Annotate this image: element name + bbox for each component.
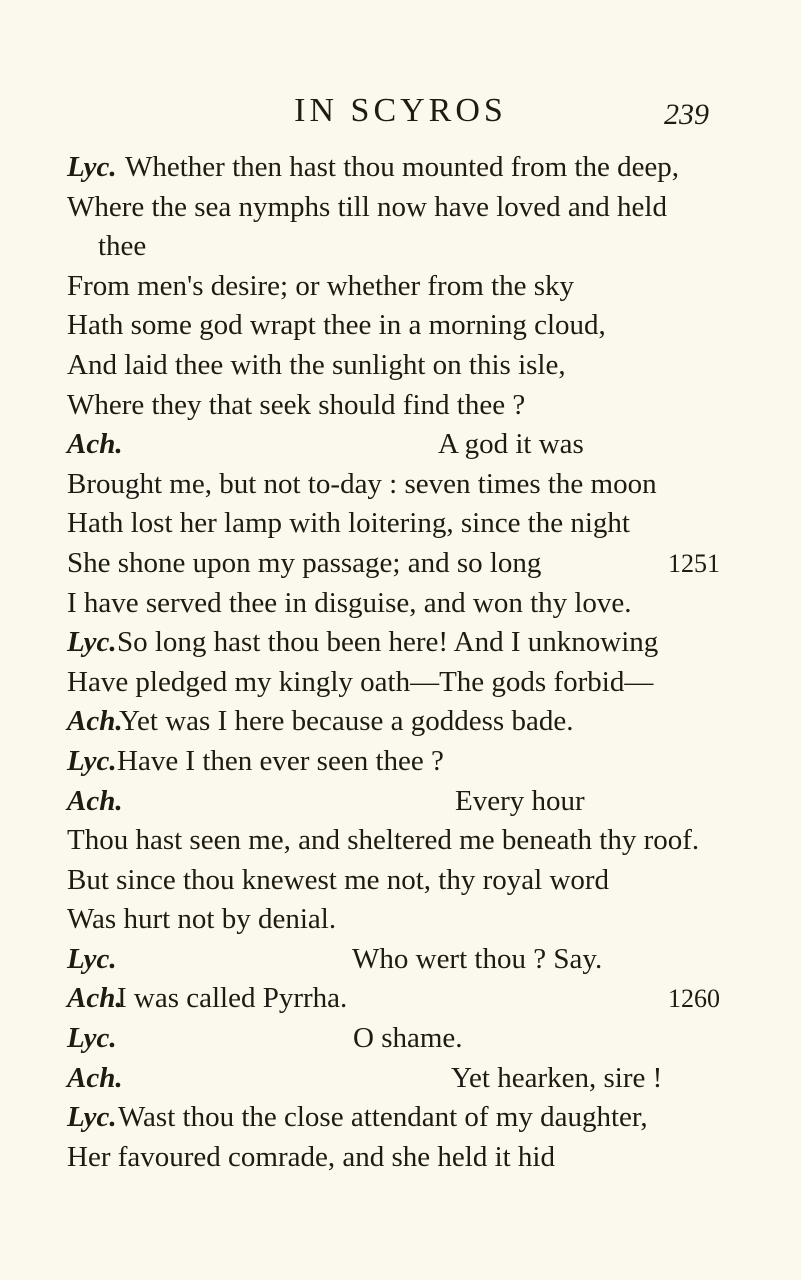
verse-line xyxy=(0,188,801,228)
line-text: She shone upon my passage; and so long xyxy=(67,546,542,579)
verse-line xyxy=(0,1059,801,1099)
verse-line xyxy=(0,900,801,940)
verse-line xyxy=(0,1019,801,1059)
line-text: A god it was xyxy=(438,428,584,461)
line-text: So long hast thou been here! And I unknowing xyxy=(117,626,659,659)
line-text: I was called Pyrrha. xyxy=(117,982,348,1015)
verse-line xyxy=(0,1098,801,1138)
verse-line xyxy=(0,1138,801,1178)
verse-line xyxy=(0,425,801,465)
line-text: And laid thee with the sunlight on this isle, xyxy=(67,348,566,381)
line-number: 1251 xyxy=(668,548,720,578)
verse-line xyxy=(0,148,801,188)
verse-line xyxy=(0,782,801,822)
verse-line xyxy=(0,623,801,663)
line-text: From men's desire; or whether from the sky xyxy=(67,269,574,302)
line-text: Every hour xyxy=(455,784,585,817)
line-text: Was hurt not by denial. xyxy=(67,903,337,936)
line-text: thee xyxy=(98,230,147,263)
line-text: Where the sea nymphs till now have loved and held xyxy=(67,190,667,223)
line-text: Who wert thou ? Say. xyxy=(352,942,603,975)
speaker-name: Lyc. xyxy=(67,1022,117,1055)
verse-line xyxy=(0,386,801,426)
verse-line xyxy=(0,861,801,901)
verse-line xyxy=(0,504,801,544)
verse-line xyxy=(0,465,801,505)
speaker-name: Ach. xyxy=(67,784,123,817)
verse-line xyxy=(0,663,801,703)
line-number: 1260 xyxy=(668,984,720,1014)
verse-line xyxy=(0,979,801,1019)
line-text: Hath lost her lamp with loitering, since the night xyxy=(67,507,630,540)
line-text: Thou hast seen me, and sheltered me beneath thy roof. xyxy=(67,824,700,857)
verse-line xyxy=(0,702,801,742)
line-text: O shame. xyxy=(353,1022,463,1055)
line-text: I have served thee in disguise, and won thy love. xyxy=(67,586,632,619)
line-text: Whether then hast thou mounted from the deep, xyxy=(125,151,680,183)
line-text: Where they that seek should find thee ? xyxy=(67,388,526,421)
speaker-name: Ach. xyxy=(67,705,123,738)
verse-line xyxy=(0,742,801,782)
speaker-name: Ach. xyxy=(67,982,123,1015)
verse-line xyxy=(0,306,801,346)
verse-line xyxy=(0,267,801,307)
speaker-name: Ach. xyxy=(67,428,123,461)
speaker-name: Lyc. xyxy=(67,744,117,777)
verse-line xyxy=(0,584,801,624)
line-text: Have I then ever seen thee ? xyxy=(117,744,444,777)
verse-line xyxy=(0,544,801,584)
running-head: IN SCYROS xyxy=(294,92,507,129)
line-text: Brought me, but not to-day : seven times the moon xyxy=(67,467,657,500)
line-text: Wast thou the close attendant of my daughter, xyxy=(118,1101,648,1134)
page-number: 239 xyxy=(664,98,709,131)
line-text: Yet was I here because a goddess bade. xyxy=(119,705,574,738)
line-text: But since thou knewest me not, thy royal word xyxy=(67,863,610,896)
verse-line xyxy=(0,346,801,386)
line-text: Her favoured comrade, and she held it hid xyxy=(67,1140,555,1173)
verse-text xyxy=(0,148,801,1177)
verse-line xyxy=(0,821,801,861)
speaker-name: Lyc. xyxy=(67,1101,117,1134)
line-text: Yet hearken, sire ! xyxy=(451,1061,663,1094)
speaker-name: Lyc. xyxy=(67,151,117,183)
speaker-name: Ach. xyxy=(67,1061,123,1094)
speaker-name: Lyc. xyxy=(67,626,117,659)
page-header xyxy=(0,92,801,138)
line-text: Hath some god wrapt thee in a morning cloud, xyxy=(67,309,606,342)
verse-line xyxy=(0,940,801,980)
line-text: Have pledged my kingly oath—The gods forbid— xyxy=(67,665,654,698)
verse-line xyxy=(0,227,801,267)
speaker-name: Lyc. xyxy=(67,942,117,975)
